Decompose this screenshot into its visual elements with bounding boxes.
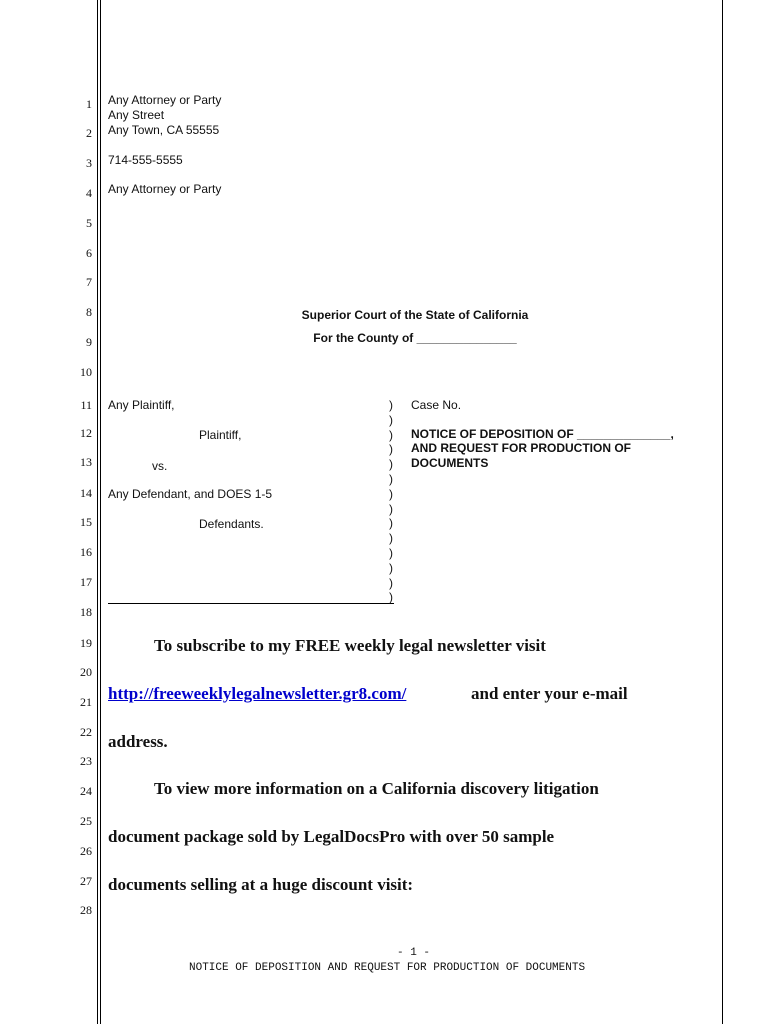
body-para2-line1: To view more information on a California discovery litigation (154, 779, 599, 798)
left-margin-rule-outer (97, 0, 98, 1024)
document-title-line1: NOTICE OF DEPOSITION OF ______________, (411, 427, 674, 441)
plaintiff-name: Any Plaintiff, (108, 398, 175, 412)
line-number: 16 (80, 545, 92, 559)
defendant-role: Defendants. (199, 517, 264, 531)
line-number: 22 (80, 725, 92, 739)
line-number: 26 (80, 844, 92, 858)
body-para2-line3: documents selling at a huge discount visit: (108, 875, 414, 894)
newsletter-link[interactable]: http://freeweeklylegalnewsletter.gr8.com/ (108, 684, 407, 703)
body-para2-line2: document package sold by LegalDocsPro with over 50 sample (108, 827, 555, 846)
defendant-name: Any Defendant, and DOES 1-5 (108, 487, 273, 501)
line-number: 7 (86, 275, 92, 289)
body-para1-line2: and enter your e-mail (471, 684, 628, 703)
line-number: 21 (80, 695, 92, 709)
line-number: 10 (80, 365, 92, 379)
line-number: 27 (80, 874, 92, 888)
line-number: 23 (80, 754, 92, 768)
body-para1-line1: To subscribe to my FREE weekly legal newsletter visit (154, 636, 546, 655)
caption-divider (108, 603, 394, 604)
left-margin-rule-inner (100, 0, 101, 1024)
line-number: 5 (86, 216, 92, 230)
footer-page-number: - 1 - (397, 947, 431, 959)
line-number: 11 (80, 398, 92, 412)
attorney-phone: 714-555-5555 (108, 153, 183, 167)
attorney-for: Any Attorney or Party (108, 182, 222, 196)
line-number: 9 (86, 335, 92, 349)
line-number: 1 (86, 97, 92, 111)
line-number: 14 (80, 486, 92, 500)
line-number: 17 (80, 575, 92, 589)
plaintiff-role: Plaintiff, (199, 428, 242, 442)
line-number: 20 (80, 665, 92, 679)
document-title-line3: DOCUMENTS (411, 456, 489, 470)
line-number: 15 (80, 515, 92, 529)
line-number: 24 (80, 784, 92, 798)
line-number: 25 (80, 814, 92, 828)
line-number: 2 (86, 126, 92, 140)
body-para1-line3: address. (108, 732, 168, 751)
court-name: Superior Court of the State of California (301, 308, 529, 322)
line-number: 6 (86, 246, 92, 260)
line-number: 3 (86, 156, 92, 170)
right-margin-rule (722, 0, 723, 1024)
case-number: Case No. (411, 398, 462, 412)
line-number: 18 (80, 605, 92, 619)
versus: vs. (152, 459, 168, 473)
attorney-city: Any Town, CA 55555 (108, 123, 220, 137)
attorney-name: Any Attorney or Party (108, 93, 222, 107)
line-number: 13 (80, 455, 92, 469)
line-number: 12 (80, 426, 92, 440)
attorney-street: Any Street (108, 108, 165, 122)
line-number: 28 (80, 903, 92, 917)
line-number: 4 (86, 186, 92, 200)
caption-paren-column: ) ) ) ) ) ) ) ) ) ) ) ) ) ) (389, 398, 393, 605)
line-number: 8 (86, 305, 92, 319)
court-county: For the County of _______________ (313, 331, 517, 345)
document-title-line2: AND REQUEST FOR PRODUCTION OF (411, 441, 632, 455)
line-number: 19 (80, 636, 92, 650)
footer-title: NOTICE OF DEPOSITION AND REQUEST FOR PRODUCTION OF DOCUMENTS (189, 962, 586, 974)
